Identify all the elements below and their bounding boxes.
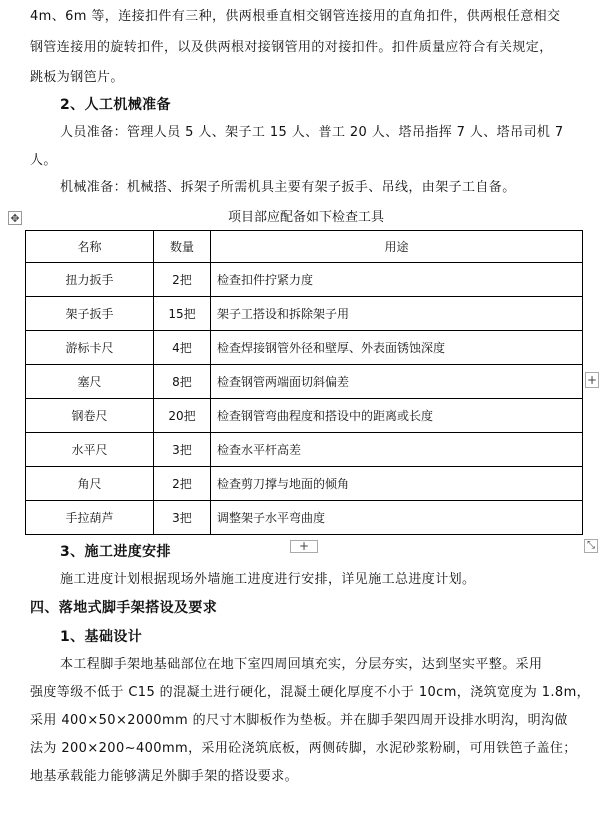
table-row [26,263,583,297]
cell-name: 架子扳手 [26,297,154,331]
table-header-row [26,231,583,263]
cell-quantity: 3把 [154,501,211,535]
cell-quantity: 2把 [154,467,211,501]
table-row [26,365,583,399]
table-move-handle-icon[interactable]: ✥ [8,211,22,225]
cell-name: 角尺 [26,467,154,501]
paragraph-line-1: 本工程脚手架地基础部位在地下室四周回填充实，分层夯实，达到坚实平整。采用 [60,657,543,672]
cell-name: 水平尺 [26,433,154,467]
paragraph-line-4: 法为 200×200~400mm，采用砼浇筑底板，两侧砖脚，水泥砂浆粉刷，可用铁笆子盖住； [30,741,577,756]
paragraph-line-2: 强度等级不低于 C15 的混凝土进行硬化，混凝土硬化厚度不小于 10cm，浇筑宽度为 1.8m， [30,685,591,700]
intro-line-1: 4m、6m 等，连接扣件有三种，供两根垂直相交钢管连接用的直角扣件，供两根任意相交 [30,9,561,24]
paragraph-line-3: 采用 400×50×2000mm 的尺寸木脚板作为垫板。并在脚手架四周开设排水明沟，明沟做 [30,713,568,728]
header-purpose: 用途 [211,231,583,263]
machinery-line: 机械准备：机械搭、拆架子所需机具主要有架子扳手、吊线，由架子工自备。 [60,180,516,195]
cell-name: 游标卡尺 [26,331,154,365]
table-row [26,467,583,501]
header-name: 名称 [26,231,154,263]
cell-quantity: 4把 [154,331,211,365]
cell-purpose: 检查焊接钢管外径和壁厚、外表面锈蚀深度 [211,331,583,365]
table-row [26,331,583,365]
personnel-line-2: 人。 [30,153,57,168]
table-resize-handle-icon[interactable]: ⤡ [584,539,598,553]
cell-purpose: 架子工搭设和拆除架子用 [211,297,583,331]
table-row [26,399,583,433]
cell-quantity: 20把 [154,399,211,433]
cell-purpose: 检查剪刀撑与地面的倾角 [211,467,583,501]
cell-quantity: 8把 [154,365,211,399]
table-row [26,297,583,331]
cell-purpose: 检查水平杆高差 [211,433,583,467]
intro-line-2: 钢管连接用的旋转扣件，以及供两根对接钢管用的对接扣件。扣件质量应符合有关规定， [30,40,553,55]
cell-purpose: 调整架子水平弯曲度 [211,501,583,535]
section-3-heading: 3、施工进度安排 [60,544,171,560]
cell-name: 塞尺 [26,365,154,399]
section-2-heading: 2、人工机械准备 [60,97,171,113]
cell-purpose: 检查扣件拧紧力度 [211,263,583,297]
sub-1-heading: 1、基础设计 [60,629,143,645]
cell-name: 钢卷尺 [26,399,154,433]
add-column-icon[interactable]: + [586,373,598,387]
cell-quantity: 3把 [154,433,211,467]
table-row [26,433,583,467]
inspection-tools-table [25,230,583,535]
section-3-text: 施工进度计划根据现场外墙施工进度进行安排，详见施工总进度计划。 [60,572,476,587]
add-row-icon[interactable]: + [290,540,318,553]
cell-quantity: 15把 [154,297,211,331]
cell-name: 扭力扳手 [26,263,154,297]
intro-line-3: 跳板为钢笆片。 [30,70,124,85]
personnel-line-1: 人员准备：管理人员 5 人、架子工 15 人、普工 20 人、塔吊指挥 7 人、塔吊司机 7 [60,125,564,140]
cell-name: 手拉葫芦 [26,501,154,535]
paragraph-line-5: 地基承载能力能够满足外脚手架的搭设要求。 [30,769,299,784]
cell-quantity: 2把 [154,263,211,297]
cell-purpose: 检查钢管两端面切斜偏差 [211,365,583,399]
table-row [26,501,583,535]
cell-purpose: 检查钢管弯曲程度和搭设中的距离或长度 [211,399,583,433]
header-quantity: 数量 [154,231,211,263]
table-caption: 项目部应配备如下检查工具 [227,210,384,225]
chapter-4-heading: 四、落地式脚手架搭设及要求 [30,600,218,616]
